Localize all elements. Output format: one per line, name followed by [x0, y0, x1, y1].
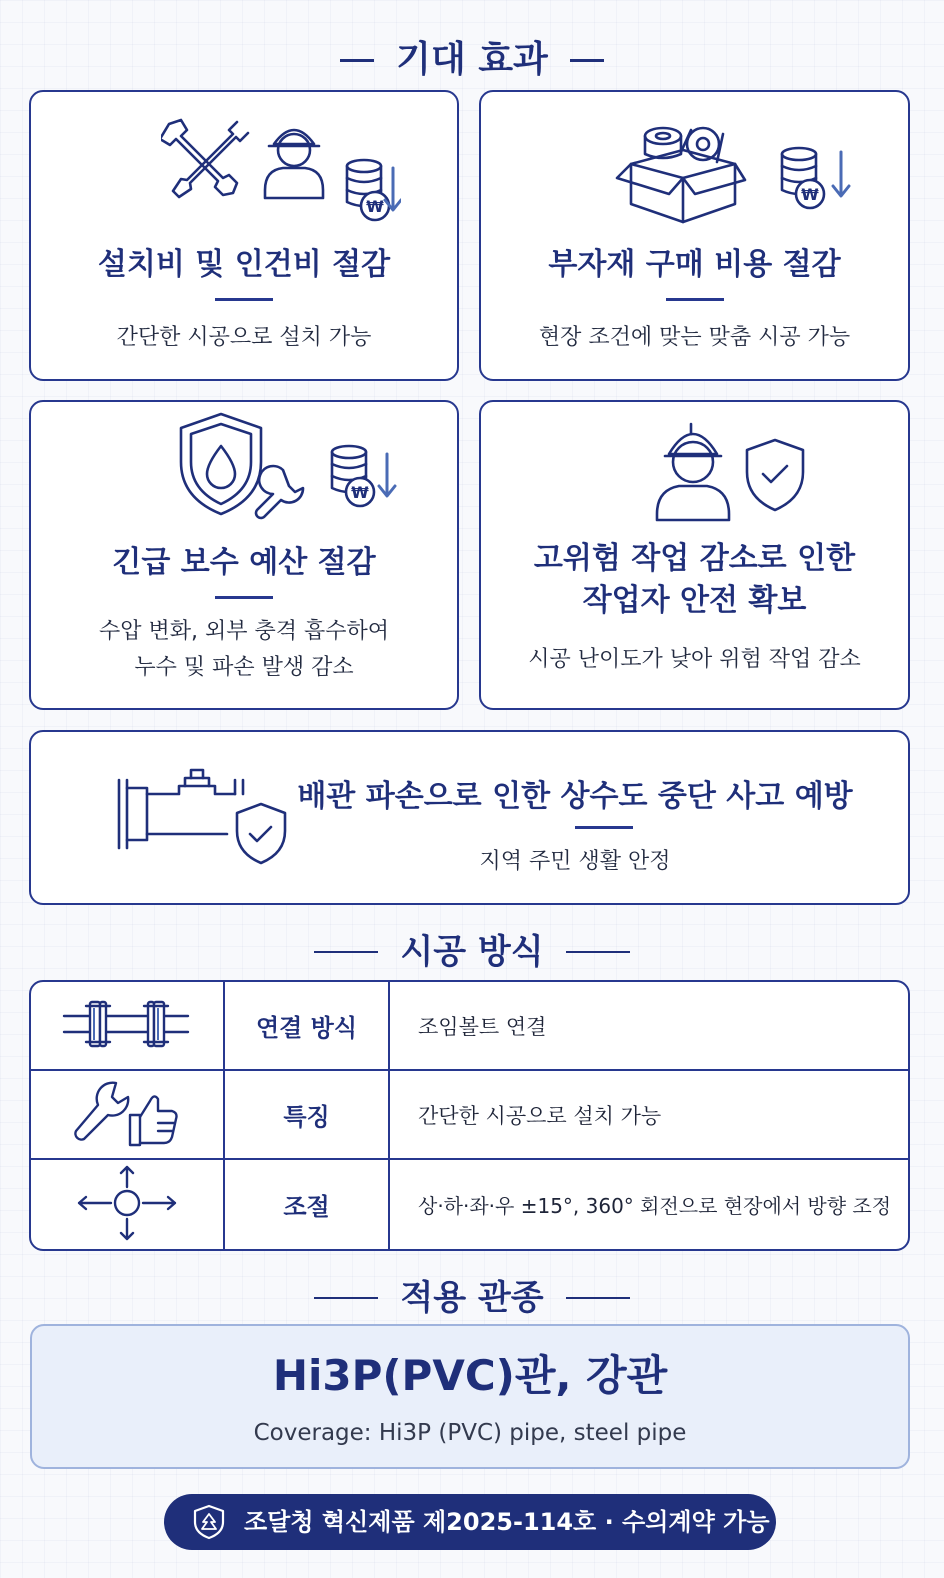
svg-text:₩: ₩ [366, 197, 384, 216]
coverage-english: Coverage: Hi3P (PVC) pipe, steel pipe [253, 1420, 687, 1446]
coverage-title-text: 적용 관종 [400, 1277, 544, 1318]
method-value: 간단한 시공으로 설치 가능 [390, 1071, 908, 1160]
tools-worker-cost-icon [161, 114, 401, 224]
method-label: 조절 [225, 1160, 390, 1249]
four-way-arrows-icon [72, 1163, 182, 1243]
method-table [29, 980, 910, 1251]
effect-desc: 현장 조건에 맞는 맞춤 시공 가능 [538, 325, 851, 350]
coverage-main: Hi3P(PVC)관, 강관 [272, 1351, 668, 1400]
table-row [31, 1160, 908, 1249]
effects-title-text: 기대 효과 [396, 39, 548, 80]
flange-pipe-icon [62, 994, 192, 1054]
effect-title: 설치비 및 인건비 절감 [97, 247, 391, 282]
title-underline [215, 298, 273, 301]
method-icon-cell [31, 1160, 225, 1249]
method-title-text: 시공 방식 [400, 931, 544, 972]
effect-title: 부자재 구매 비용 절감 [548, 247, 841, 282]
method-value: 상·하·좌·우 ±15°, 360° 회전으로 현장에서 방향 조정 [418, 1194, 892, 1218]
svg-text:₩: ₩ [801, 185, 819, 204]
badge-text: 조달청 혁신제품 제2025-114호 · 수의계약 가능 [244, 1508, 770, 1536]
procurement-badge [164, 1494, 776, 1550]
wrench-thumbs-up-icon [72, 1077, 182, 1149]
effects-section-title [0, 34, 944, 85]
coverage-section-title [0, 1272, 944, 1322]
worker-shield-check-icon [651, 410, 811, 525]
effect-desc-line2: 누수 및 파손 발생 감소 [134, 655, 354, 680]
effect-desc: 지역 주민 생활 안정 [479, 849, 671, 874]
method-icon-cell [31, 982, 225, 1071]
effect-title-line2: 작업자 안전 확보 [582, 583, 807, 618]
box-parts-cost-icon [611, 112, 861, 227]
shield-emblem-icon [192, 1504, 226, 1540]
effect-card-outage-prevention [29, 730, 910, 905]
effect-desc-line1: 수압 변화, 외부 충격 흡수하여 [99, 619, 389, 644]
shield-drop-wrench-icon [171, 408, 401, 523]
method-icon-cell [31, 1071, 225, 1160]
pipe-valve-shield-icon [115, 758, 290, 873]
effect-card-emergency-repair [29, 400, 459, 710]
svg-text:₩: ₩ [351, 483, 369, 502]
effect-card-worker-safety [479, 400, 910, 710]
effect-title: 배관 파손으로 인한 상수도 중단 사고 예방 [297, 779, 853, 814]
title-underline [666, 298, 724, 301]
effect-title: 긴급 보수 예산 절감 [112, 545, 376, 580]
effect-desc: 시공 난이도가 낮아 위험 작업 감소 [528, 647, 861, 672]
title-underline [575, 826, 633, 829]
title-underline [215, 596, 273, 599]
method-label: 특징 [225, 1071, 390, 1160]
method-label: 연결 방식 [225, 982, 390, 1071]
effect-card-material-cost [479, 90, 910, 381]
method-section-title [0, 926, 944, 976]
method-value: 조임볼트 연결 [390, 982, 908, 1071]
coverage-box [30, 1324, 910, 1469]
effect-card-install-cost [29, 90, 459, 381]
table-row [31, 982, 908, 1071]
effect-desc: 간단한 시공으로 설치 가능 [116, 325, 372, 350]
table-row [31, 1071, 908, 1160]
effect-title-line1: 고위험 작업 감소로 인한 [533, 541, 856, 576]
